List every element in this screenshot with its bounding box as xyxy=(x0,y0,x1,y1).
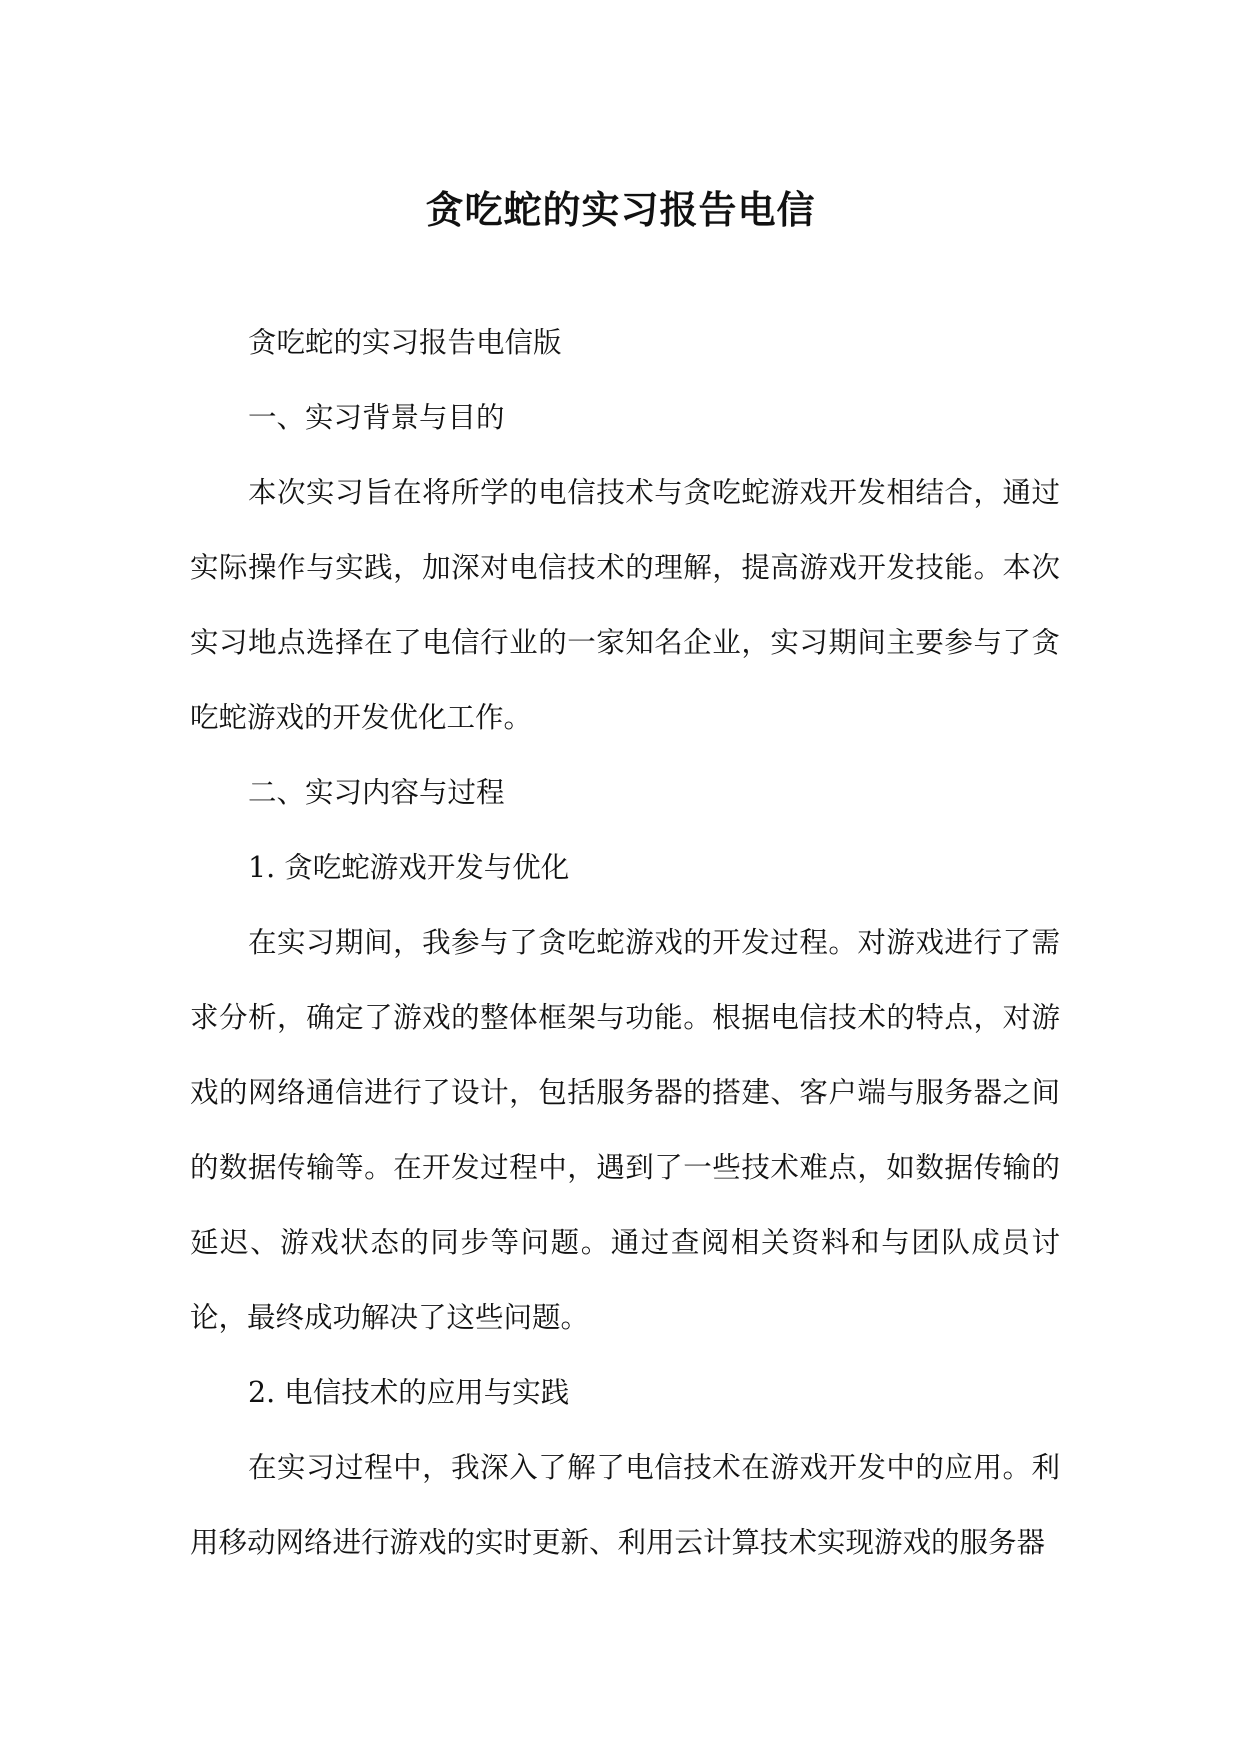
subheading-game-dev: 1. 贪吃蛇游戏开发与优化 xyxy=(248,851,570,884)
paragraph-purpose: 本次实习旨在将所学的电信技术与贪吃蛇游戏开发相结合，通过实际操作与实践，加深对电信技术的理解，提高游戏开发技能。本次实习地点选择在了电信行业的一家知名企业，实习期间主要参与了贪吃蛇游戏的开发优化工作。 xyxy=(190,476,1060,734)
subtitle-paragraph: 贪吃蛇的实习报告电信版 xyxy=(248,326,562,359)
section-heading-content: 二、实习内容与过程 xyxy=(248,776,505,809)
paragraph-game-dev: 在实习期间，我参与了贪吃蛇游戏的开发过程。对游戏进行了需求分析，确定了游戏的整体框架与功能。根据电信技术的特点，对游戏的网络通信进行了设计，包括服务器的搭建、客户端与服务器之间的数据传输等。在开发过程中，遇到了一些技术难点，如数据传输的延迟、游戏状态的同步等问题。通过查阅相关资料和与团队成员讨论，最终成功解决了这些问题。 xyxy=(190,926,1060,1334)
document-title: 贪吃蛇的实习报告电信 xyxy=(425,187,816,232)
section-heading-background: 一、实习背景与目的 xyxy=(248,401,505,434)
subheading-telecom: 2. 电信技术的应用与实践 xyxy=(248,1376,570,1409)
document-body xyxy=(190,305,1060,1580)
paragraph-telecom: 在实习过程中，我深入了解了电信技术在游戏开发中的应用。利用移动网络进行游戏的实时更新、利用云计算技术实现游戏的服务器 xyxy=(190,1451,1060,1559)
